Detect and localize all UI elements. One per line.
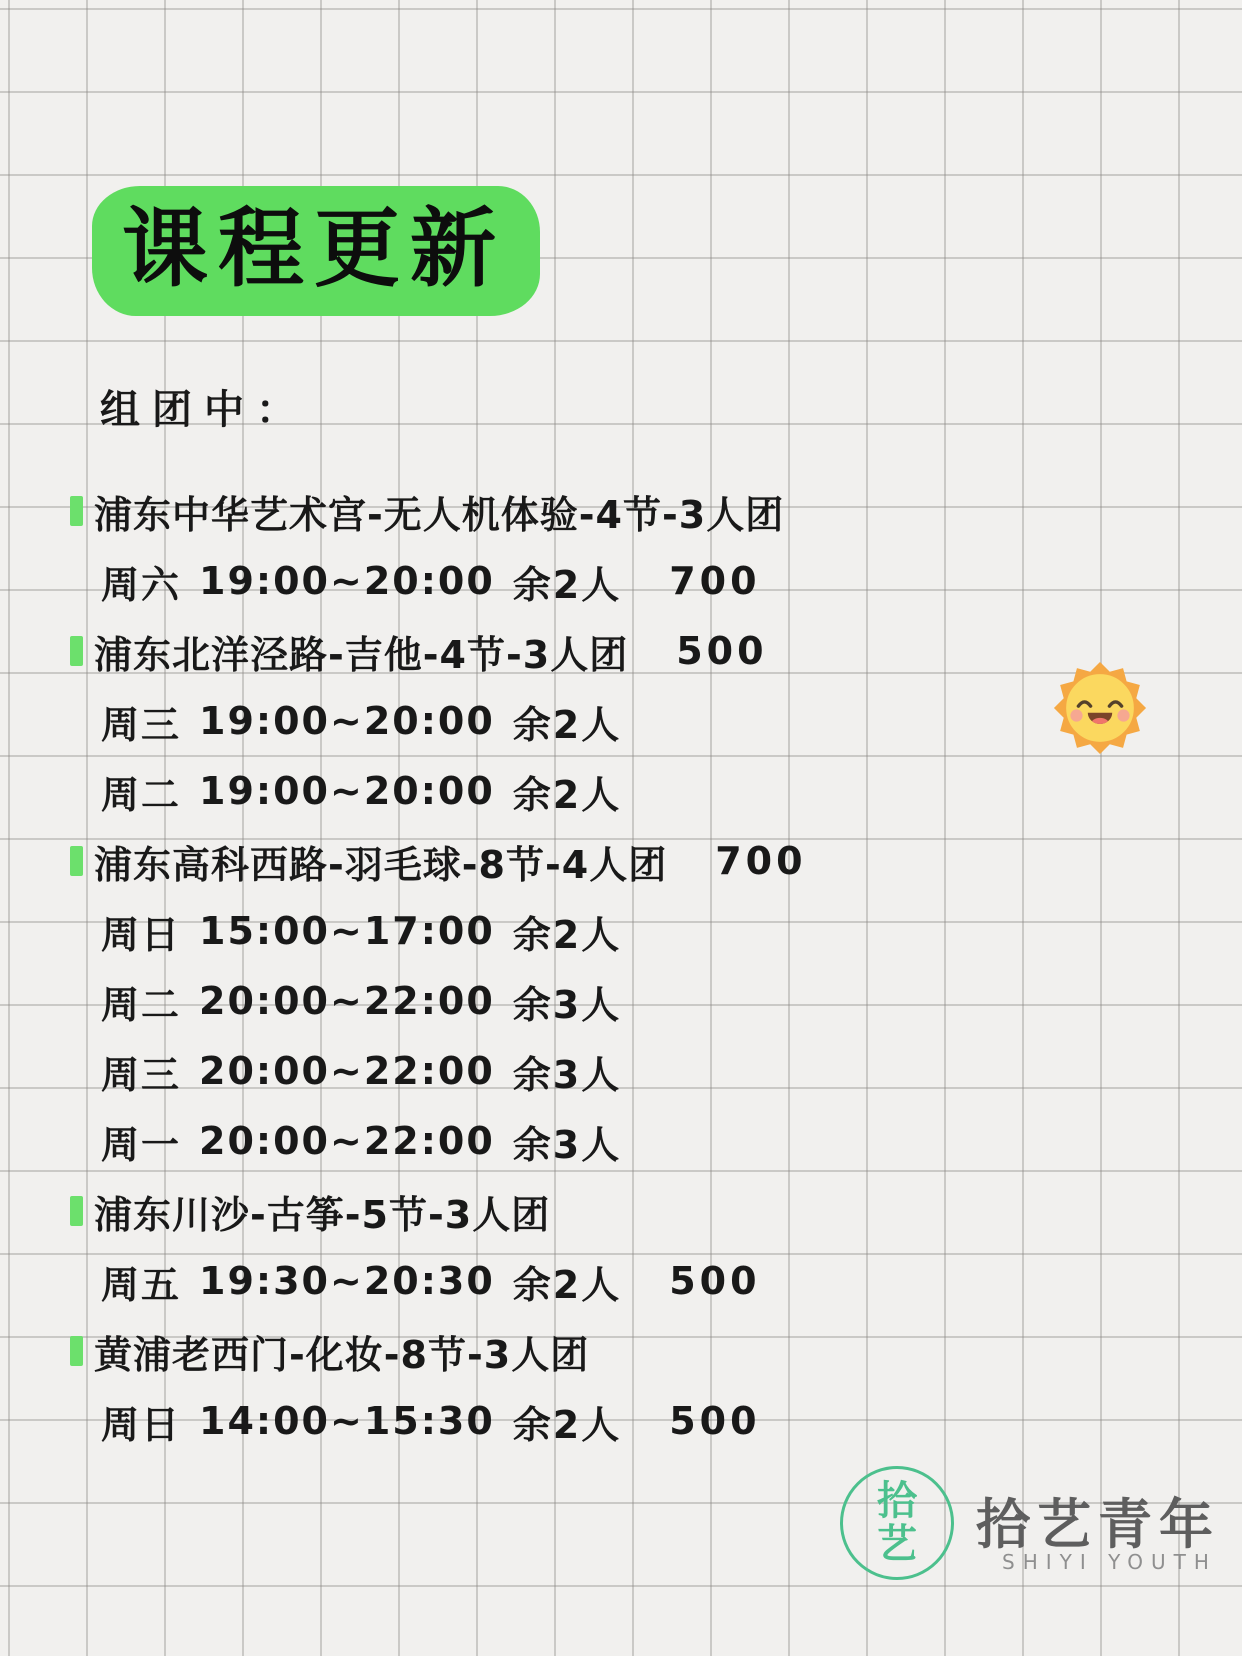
session-remaining: 余3人 [512,1052,622,1097]
session-row [70,756,1150,826]
session-row [70,686,1150,756]
session-row [70,966,1150,1036]
course-price: 500 [676,629,768,673]
session-remaining: 余2人 [512,912,622,957]
bullet-marker-icon [70,1336,83,1366]
session-price: 500 [669,1259,761,1303]
brand-subname: SHIYI YOUTH [1002,1550,1217,1574]
session-day: 周六 [101,562,182,607]
brand-name: 拾艺青年 [976,1493,1220,1556]
session-day: 周二 [101,982,182,1027]
session-row [70,1106,1150,1176]
session-row [70,1246,1150,1316]
session-remaining: 余2人 [512,702,622,747]
session-remaining: 余2人 [512,772,622,817]
session-time: 19:00~20:00 [199,769,495,813]
bullet-marker-icon [70,1196,83,1226]
session-remaining: 余2人 [512,1262,622,1307]
session-row [70,1036,1150,1106]
session-remaining: 余2人 [512,562,622,607]
session-day: 周五 [101,1262,182,1307]
session-day: 周一 [101,1122,182,1167]
title-badge [92,186,540,316]
session-row [70,896,1150,966]
session-time: 15:00~17:00 [199,909,495,953]
session-row [70,546,1150,616]
session-time: 19:30~20:30 [199,1259,495,1303]
subtitle-grouping-status: 组团中： [100,387,308,433]
session-time: 20:00~22:00 [199,1049,495,1093]
session-day: 周二 [101,772,182,817]
page-title: 课程更新 [122,199,506,299]
course-title: 黄浦老西门-化妆-8节-3人团 [94,1332,590,1377]
bullet-marker-icon [70,846,83,876]
session-remaining: 余3人 [512,982,622,1027]
course-title-row [70,616,1150,686]
course-title-row [70,826,1150,896]
course-title-row [70,476,1150,546]
session-time: 20:00~22:00 [199,979,495,1023]
course-price: 700 [715,839,807,883]
course-title: 浦东中华艺术宫-无人机体验-4节-3人团 [94,492,785,537]
session-remaining: 余3人 [512,1122,622,1167]
course-title: 浦东高科西路-羽毛球-8节-4人团 [94,842,668,887]
session-day: 周三 [101,1052,182,1097]
session-time: 14:00~15:30 [199,1399,495,1443]
session-day: 周三 [101,702,182,747]
session-time: 19:00~20:00 [199,559,495,603]
brand-logo-seal-icon [840,1466,954,1580]
session-price: 700 [669,559,761,603]
course-title-row [70,1176,1150,1246]
course-title: 浦东北洋泾路-吉他-4节-3人团 [94,632,629,677]
bullet-marker-icon [70,496,83,526]
logo-mark-char-bottom: 艺 [877,1521,917,1567]
logo-mark-char-top: 拾 [877,1477,917,1524]
session-row [70,1386,1150,1456]
course-list [70,476,1150,1456]
session-price: 500 [669,1399,761,1443]
session-day: 周日 [101,1402,182,1447]
session-remaining: 余2人 [512,1402,622,1447]
course-title-row [70,1316,1150,1386]
bullet-marker-icon [70,636,83,666]
session-time: 19:00~20:00 [199,699,495,743]
session-time: 20:00~22:00 [199,1119,495,1163]
course-title: 浦东川沙-古筝-5节-3人团 [94,1192,551,1237]
session-day: 周日 [101,912,182,957]
smiling-sun-icon [1053,661,1147,755]
